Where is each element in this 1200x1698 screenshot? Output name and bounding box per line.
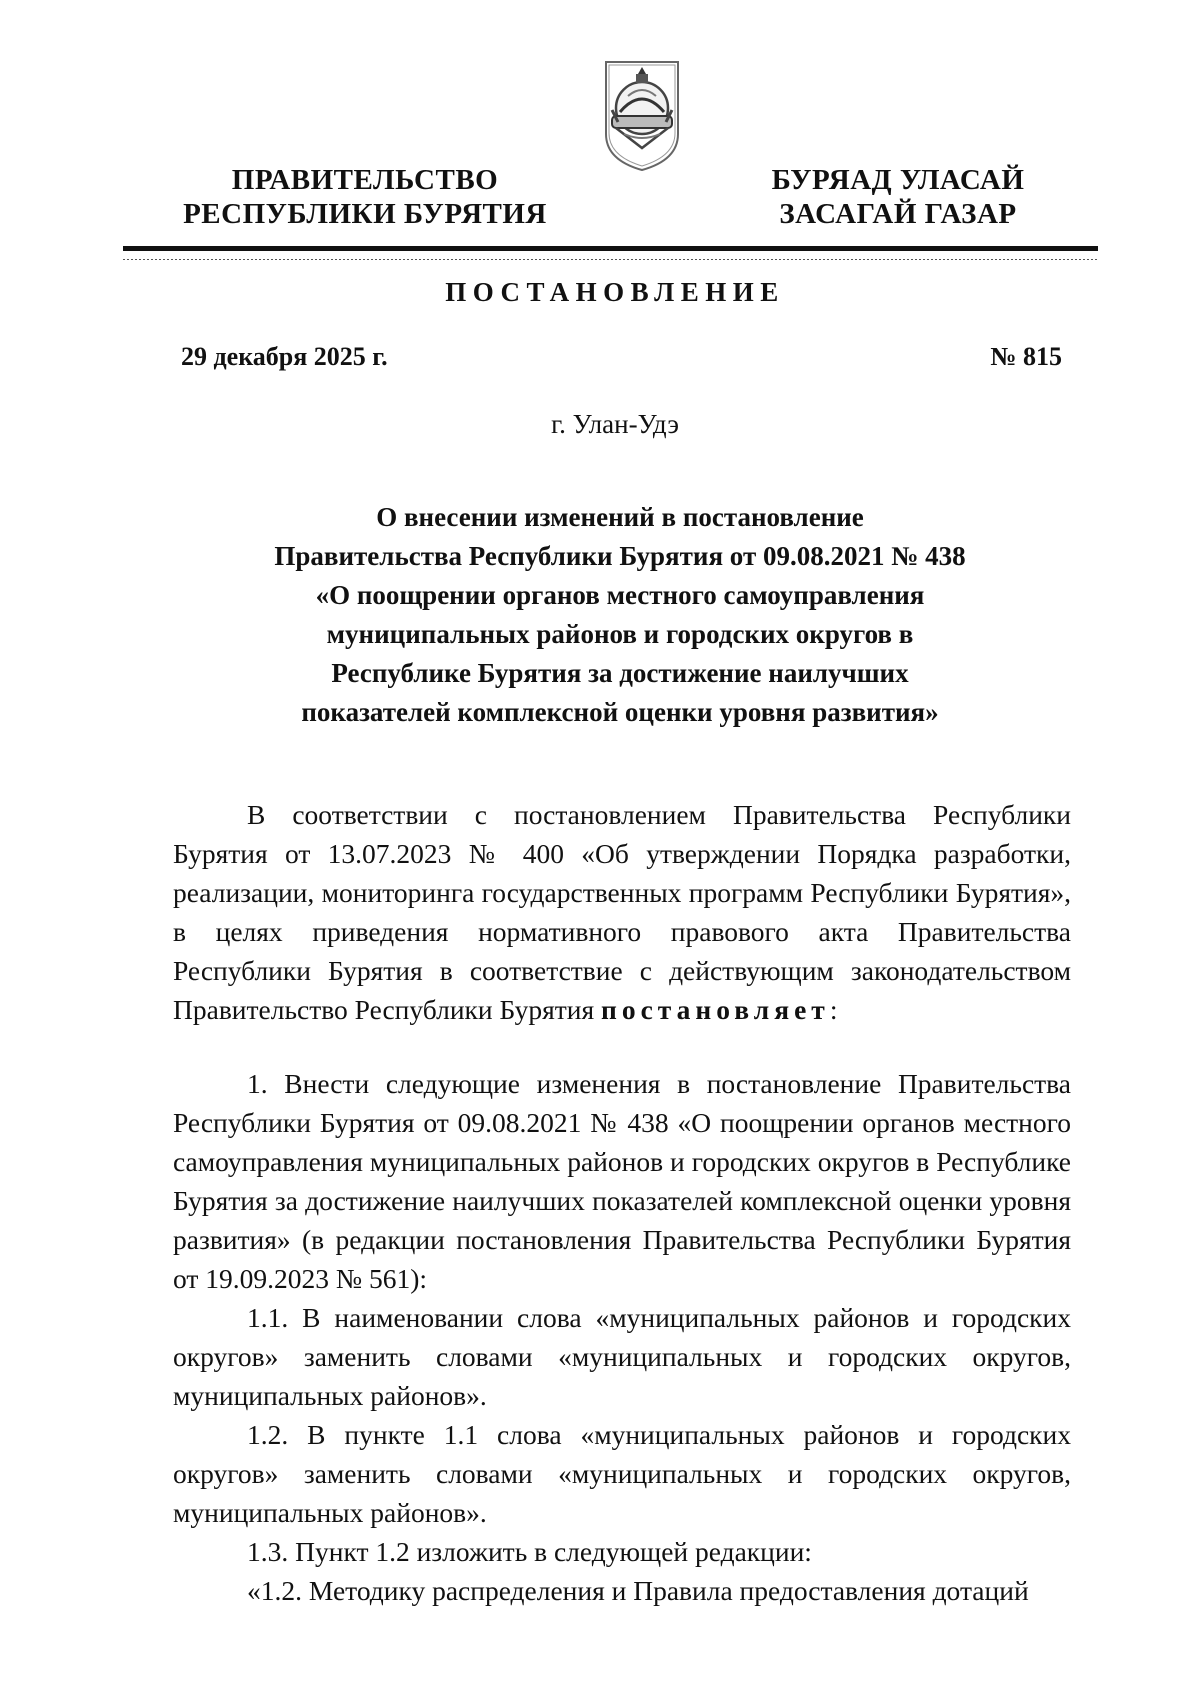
coat-of-arms-icon [598, 56, 686, 174]
title-line: муниципальных районов и городских округов в [326, 619, 914, 649]
preamble-paragraph [173, 795, 1071, 1029]
decree-item: 1.2. В пункте 1.1 слова «муниципальных районов и городских округов» заменить словами «муниципальных и городских округов, муниципальных районов». [173, 1419, 1071, 1528]
document-city: г. Улан-Удэ [551, 409, 679, 439]
preamble-verb: постановляет [601, 994, 830, 1025]
decree-item: 1.3. Пункт 1.2 изложить в следующей редакции: [247, 1536, 812, 1567]
government-name-buryat-line-2: ЗАСАГАЙ ГАЗАР [779, 198, 1017, 230]
document-type: ПОСТАНОВЛЕНИЕ [445, 277, 785, 307]
decree-item: 1.1. В наименовании слова «муниципальных районов и городских округов» заменить словами «муниципальных и городских округов, муниципальных районов». [173, 1302, 1071, 1411]
document-number: № 815 [990, 342, 1062, 371]
document-title [200, 498, 1040, 732]
document-date: 29 декабря 2025 г. [181, 342, 388, 371]
decree-items [173, 1064, 1071, 1610]
government-name-russian [170, 163, 560, 231]
preamble-end: : [829, 994, 838, 1025]
title-line: Правительства Республики Бурятия от 09.08.2021 № 438 [274, 541, 966, 571]
preamble [173, 795, 1071, 1029]
title-line: показателей комплексной оценки уровня развития» [301, 697, 939, 727]
title-line: О внесении изменений в постановление [376, 502, 864, 532]
government-name-line-2: РЕСПУБЛИКИ БУРЯТИЯ [183, 198, 547, 230]
header-divider-thin [123, 259, 1098, 260]
title-line: Республике Бурятия за достижение наилучших [331, 658, 909, 688]
government-name-buryat-line-1: БУРЯАД УЛАСАЙ [771, 164, 1025, 196]
header-divider-thick [123, 246, 1098, 251]
decree-item: «1.2. Методику распределения и Правила предоставления дотаций [247, 1575, 1029, 1606]
government-name-line-1: ПРАВИТЕЛЬСТВО [231, 164, 499, 196]
decree-item: 1. Внести следующие изменения в постановление Правительства Республики Бурятия от 09.08.2021 № 438 «О поощрении органов местного самоуправления муниципальных районов и городских округов в Республике Бурятия за достижение наилучших показателей комплексной оценки уровня развития» (в редакции постановления Правительства Республики Бурятия от 19.09.2023 № 561): [173, 1068, 1071, 1294]
preamble-text: В соответствии с постановлением Правительства Республики Бурятия от 13.07.2023 № 400 «Об утверждении Порядка разработки, реализации, мониторинга государственных программ Республики Бурятия», в целях приведения нормативного правового акта Правительства Республики Бурятия в соответствие с действующим законодательством Правительство Республики Бурятия [173, 799, 1071, 1025]
government-name-buryat [738, 163, 1058, 231]
title-line: «О поощрении органов местного самоуправления [315, 580, 925, 610]
